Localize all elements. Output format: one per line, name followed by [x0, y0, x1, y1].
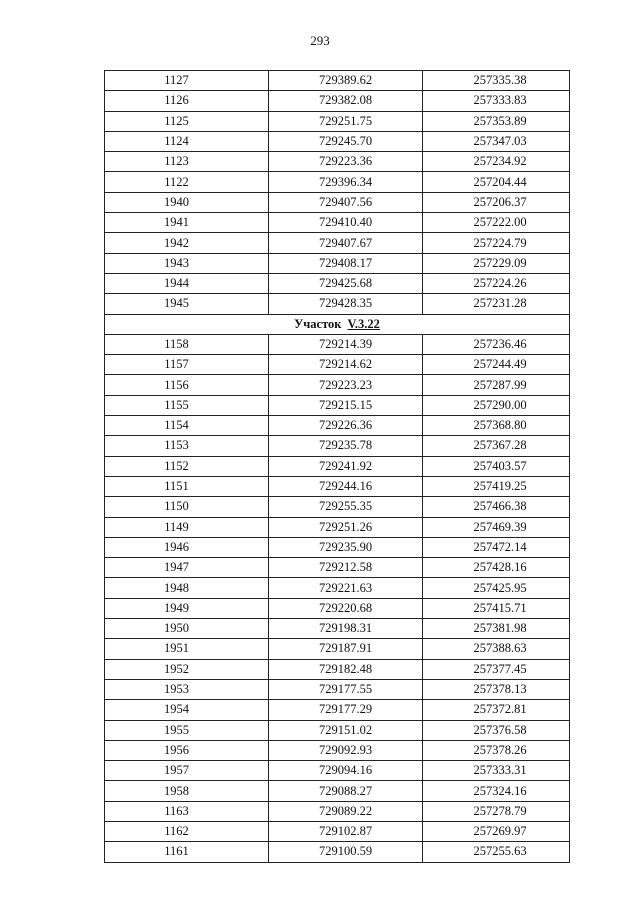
point-number-cell — [105, 172, 269, 192]
section-row — [105, 314, 570, 334]
coordinate-y: 257224.79 — [473, 235, 527, 250]
point-number: 1958 — [164, 783, 189, 798]
table-row — [105, 720, 570, 740]
table-row — [105, 416, 570, 436]
point-number-cell — [105, 273, 269, 293]
coordinate-y-cell — [423, 213, 570, 233]
table-row — [105, 192, 570, 212]
page-number: 293 — [310, 33, 330, 48]
table-row — [105, 679, 570, 699]
point-number: 1948 — [164, 580, 189, 595]
coordinate-y-cell — [423, 172, 570, 192]
coordinate-y-cell — [423, 456, 570, 476]
coordinate-y-cell — [423, 497, 570, 517]
table-row — [105, 213, 570, 233]
coordinate-x: 729151.02 — [318, 722, 373, 737]
coordinate-y-cell — [423, 253, 570, 273]
coordinate-y-cell — [423, 436, 570, 456]
point-number-cell — [105, 700, 269, 720]
point-number: 1952 — [164, 661, 189, 676]
point-number-cell — [105, 679, 269, 699]
coordinate-y: 257372.81 — [473, 702, 527, 717]
coordinate-x-cell — [269, 598, 423, 618]
point-number-cell — [105, 355, 269, 375]
point-number: 1954 — [164, 702, 189, 717]
point-number: 1949 — [164, 600, 189, 615]
point-number-cell — [105, 334, 269, 354]
coordinate-x: 729221.63 — [318, 580, 373, 595]
coordinate-y: 257381.98 — [473, 621, 527, 636]
point-number-cell — [105, 395, 269, 415]
coordinate-y-cell — [423, 71, 570, 91]
coordinate-y-cell — [423, 537, 570, 557]
coordinate-x: 729428.35 — [318, 296, 373, 311]
coordinate-y: 257333.31 — [473, 763, 527, 778]
point-number-cell — [105, 598, 269, 618]
coordinate-x-cell — [269, 761, 423, 781]
coordinate-y: 257419.25 — [473, 479, 527, 494]
coordinate-x: 729177.29 — [318, 702, 373, 717]
table-row — [105, 395, 570, 415]
coordinate-y: 257222.00 — [473, 215, 527, 230]
point-number: 1149 — [164, 519, 189, 534]
table-row — [105, 131, 570, 151]
table-row — [105, 619, 570, 639]
point-number-cell — [105, 659, 269, 679]
coordinate-y: 257229.09 — [473, 255, 527, 270]
coordinate-y: 257377.45 — [473, 661, 527, 676]
coordinate-table-body-part2 — [105, 334, 570, 862]
point-number: 1123 — [164, 154, 189, 169]
coordinate-x: 729235.90 — [318, 539, 373, 554]
coordinate-x-cell — [269, 131, 423, 151]
coordinate-y: 257224.26 — [473, 276, 527, 291]
table-row — [105, 273, 570, 293]
coordinate-y-cell — [423, 821, 570, 841]
coordinate-x: 729187.91 — [318, 641, 373, 656]
coordinate-y: 257378.26 — [473, 742, 527, 757]
table-row — [105, 375, 570, 395]
point-number: 1125 — [164, 113, 189, 128]
coordinate-x: 729235.78 — [318, 438, 373, 453]
coordinate-y-cell — [423, 334, 570, 354]
point-number-cell — [105, 253, 269, 273]
coordinate-y-cell — [423, 842, 570, 862]
table-row — [105, 456, 570, 476]
point-number: 1162 — [164, 824, 189, 839]
coordinate-x: 729214.39 — [318, 337, 373, 351]
table-row — [105, 152, 570, 172]
point-number-cell — [105, 131, 269, 151]
coordinate-y: 257287.99 — [473, 377, 527, 392]
point-number: 1122 — [164, 174, 189, 189]
point-number: 1957 — [164, 763, 189, 778]
coordinate-x: 729220.68 — [318, 600, 373, 615]
coordinate-y: 257469.39 — [473, 519, 527, 534]
coordinate-y: 257347.03 — [473, 134, 527, 149]
point-number-cell — [105, 416, 269, 436]
table-row — [105, 497, 570, 517]
table-row — [105, 517, 570, 537]
coordinate-x-cell — [269, 233, 423, 253]
point-number-cell — [105, 476, 269, 496]
coordinate-x: 729410.40 — [318, 215, 373, 230]
coordinate-y: 257466.38 — [473, 499, 527, 514]
coordinate-y-cell — [423, 720, 570, 740]
point-number-cell — [105, 720, 269, 740]
table-row — [105, 476, 570, 496]
table-row — [105, 233, 570, 253]
coordinate-y-cell — [423, 639, 570, 659]
coordinate-y: 257290.00 — [473, 397, 527, 412]
table-row — [105, 294, 570, 314]
coordinate-y-cell — [423, 517, 570, 537]
point-number: 1127 — [164, 73, 189, 88]
coordinate-y-cell — [423, 679, 570, 699]
point-number: 1157 — [164, 357, 189, 372]
coordinate-x: 729407.67 — [318, 235, 373, 250]
table-row — [105, 639, 570, 659]
coordinate-y: 257231.28 — [473, 296, 527, 311]
point-number-cell — [105, 740, 269, 760]
coordinate-y-cell — [423, 598, 570, 618]
table-row — [105, 91, 570, 111]
table-row — [105, 842, 570, 862]
coordinate-y: 257255.63 — [473, 844, 527, 859]
point-number-cell — [105, 801, 269, 821]
coordinate-x-cell — [269, 740, 423, 760]
coordinate-x: 729251.75 — [318, 113, 373, 128]
coordinate-y: 257368.80 — [473, 418, 527, 433]
point-number: 1163 — [164, 803, 189, 818]
coordinate-x: 729182.48 — [318, 661, 373, 676]
coordinate-x-cell — [269, 578, 423, 598]
point-number-cell — [105, 537, 269, 557]
point-number: 1955 — [164, 722, 189, 737]
coordinate-x: 729382.08 — [318, 93, 373, 108]
coordinate-x: 729092.93 — [318, 742, 373, 757]
coordinate-y: 257376.58 — [473, 722, 527, 737]
coordinate-x-cell — [269, 91, 423, 111]
coordinate-y: 257353.89 — [473, 113, 527, 128]
point-number: 1945 — [164, 296, 189, 311]
coordinate-x: 729094.16 — [318, 763, 373, 778]
point-number-cell — [105, 192, 269, 212]
coordinate-x-cell — [269, 700, 423, 720]
point-number-cell — [105, 91, 269, 111]
coordinate-x: 729177.55 — [318, 682, 373, 697]
coordinate-x: 729244.16 — [318, 479, 373, 494]
table-row — [105, 578, 570, 598]
coordinate-y-cell — [423, 761, 570, 781]
coordinate-x: 729214.62 — [318, 357, 373, 372]
coordinate-table — [104, 70, 570, 863]
coordinate-y-cell — [423, 558, 570, 578]
coordinate-x: 729223.36 — [318, 154, 373, 169]
coordinate-y-cell — [423, 294, 570, 314]
table-row — [105, 821, 570, 841]
coordinate-x-cell — [269, 192, 423, 212]
point-number: 1155 — [164, 397, 189, 412]
point-number: 1940 — [164, 194, 189, 209]
coordinate-y: 257403.57 — [473, 458, 527, 473]
table-row — [105, 761, 570, 781]
table-row — [105, 598, 570, 618]
coordinate-x-cell — [269, 842, 423, 862]
point-number-cell — [105, 436, 269, 456]
coordinate-x-cell — [269, 801, 423, 821]
point-number-cell — [105, 578, 269, 598]
point-number-cell — [105, 497, 269, 517]
coordinate-x-cell — [269, 152, 423, 172]
coordinate-x: 729215.15 — [318, 397, 373, 412]
point-number-cell — [105, 558, 269, 578]
coordinate-y: 257388.63 — [473, 641, 527, 656]
coordinate-x: 729251.26 — [318, 519, 373, 534]
coordinate-x: 729255.35 — [318, 499, 373, 514]
point-number-cell — [105, 761, 269, 781]
coordinate-x: 729212.58 — [318, 560, 373, 575]
coordinate-x-cell — [269, 558, 423, 578]
section-label: Участок — [294, 316, 342, 331]
coordinate-y-cell — [423, 91, 570, 111]
point-number: 1941 — [164, 215, 189, 230]
point-number-cell — [105, 842, 269, 862]
section-code: V.3.22 — [347, 316, 380, 331]
point-number: 1124 — [164, 134, 189, 149]
coordinate-x: 729245.70 — [318, 134, 373, 149]
coordinate-y-cell — [423, 192, 570, 212]
coordinate-y: 257335.38 — [473, 73, 527, 88]
coordinate-x-cell — [269, 639, 423, 659]
coordinate-x-cell — [269, 273, 423, 293]
coordinate-y-cell — [423, 355, 570, 375]
coordinate-x-cell — [269, 679, 423, 699]
coordinate-x-cell — [269, 111, 423, 131]
point-number-cell — [105, 152, 269, 172]
point-number-cell — [105, 111, 269, 131]
point-number-cell — [105, 456, 269, 476]
coordinate-y-cell — [423, 781, 570, 801]
coordinate-x-cell — [269, 172, 423, 192]
point-number-cell — [105, 294, 269, 314]
coordinate-x: 729088.27 — [318, 783, 373, 798]
point-number: 1152 — [164, 458, 189, 473]
point-number: 1161 — [164, 844, 189, 859]
point-number: 1947 — [164, 560, 189, 575]
coordinate-x: 729389.62 — [318, 73, 373, 88]
coordinate-y-cell — [423, 152, 570, 172]
coordinate-y: 257206.37 — [473, 194, 527, 209]
coordinate-x: 729089.22 — [318, 803, 373, 818]
coordinate-y: 257236.46 — [473, 337, 527, 351]
coordinate-y: 257204.44 — [473, 174, 527, 189]
coordinate-x: 729425.68 — [318, 276, 373, 291]
table-row — [105, 700, 570, 720]
coordinate-table-body-part1 — [105, 71, 570, 315]
coordinate-y: 257415.71 — [473, 600, 527, 615]
coordinate-x-cell — [269, 720, 423, 740]
point-number: 1126 — [164, 93, 189, 108]
point-number: 1156 — [164, 377, 189, 392]
coordinate-x-cell — [269, 253, 423, 273]
table-row — [105, 172, 570, 192]
point-number: 1942 — [164, 235, 189, 250]
coordinate-x-cell — [269, 294, 423, 314]
point-number: 1158 — [164, 337, 189, 351]
coordinate-y-cell — [423, 131, 570, 151]
coordinate-y-cell — [423, 395, 570, 415]
coordinate-x-cell — [269, 517, 423, 537]
point-number-cell — [105, 517, 269, 537]
coordinate-x-cell — [269, 416, 423, 436]
table-row — [105, 537, 570, 557]
section-header — [105, 314, 570, 334]
coordinate-y-cell — [423, 578, 570, 598]
coordinate-y-cell — [423, 740, 570, 760]
coordinate-x-cell — [269, 821, 423, 841]
table-row — [105, 111, 570, 131]
point-number-cell — [105, 213, 269, 233]
coordinate-x: 729241.92 — [318, 458, 373, 473]
table-row — [105, 253, 570, 273]
table-row — [105, 659, 570, 679]
coordinate-x: 729223.23 — [318, 377, 373, 392]
table-row — [105, 781, 570, 801]
coordinate-x-cell — [269, 659, 423, 679]
coordinate-y-cell — [423, 619, 570, 639]
table-row — [105, 355, 570, 375]
point-number-cell — [105, 375, 269, 395]
table-row — [105, 436, 570, 456]
coordinate-x-cell — [269, 375, 423, 395]
coordinate-x-cell — [269, 334, 423, 354]
coordinate-y: 257278.79 — [473, 803, 527, 818]
point-number: 1154 — [164, 418, 189, 433]
point-number: 1943 — [164, 255, 189, 270]
coordinate-y: 257367.28 — [473, 438, 527, 453]
point-number-cell — [105, 639, 269, 659]
coordinate-y-cell — [423, 659, 570, 679]
table-row — [105, 71, 570, 91]
point-number: 1150 — [164, 499, 189, 514]
coordinate-y: 257333.83 — [473, 93, 527, 108]
section-cell — [105, 314, 570, 334]
point-number: 1944 — [164, 276, 189, 291]
table-row — [105, 558, 570, 578]
coordinate-x: 729407.56 — [318, 194, 373, 209]
coordinate-y-cell — [423, 801, 570, 821]
coordinate-x-cell — [269, 71, 423, 91]
coordinate-y: 257428.16 — [473, 560, 527, 575]
coordinate-x-cell — [269, 537, 423, 557]
coordinate-y-cell — [423, 476, 570, 496]
coordinate-x: 729396.34 — [318, 174, 373, 189]
coordinate-x-cell — [269, 476, 423, 496]
coordinate-y-cell — [423, 375, 570, 395]
coordinate-y: 257234.92 — [473, 154, 527, 169]
table-row — [105, 740, 570, 760]
point-number-cell — [105, 821, 269, 841]
coordinate-y: 257269.97 — [473, 824, 527, 839]
coordinate-x-cell — [269, 497, 423, 517]
coordinate-y-cell — [423, 111, 570, 131]
coordinate-y: 257425.95 — [473, 580, 527, 595]
coordinate-x: 729198.31 — [318, 621, 373, 636]
coordinate-y: 257324.16 — [473, 783, 527, 798]
point-number-cell — [105, 71, 269, 91]
coordinate-x-cell — [269, 456, 423, 476]
point-number: 1950 — [164, 621, 189, 636]
coordinate-x: 729100.59 — [318, 844, 373, 859]
coordinate-y: 257244.49 — [473, 357, 527, 372]
point-number-cell — [105, 233, 269, 253]
coordinate-x-cell — [269, 619, 423, 639]
point-number: 1956 — [164, 742, 189, 757]
coordinate-y-cell — [423, 416, 570, 436]
coordinate-x-cell — [269, 355, 423, 375]
table-row — [105, 801, 570, 821]
point-number: 1151 — [164, 479, 189, 494]
coordinate-x: 729226.36 — [318, 418, 373, 433]
point-number-cell — [105, 781, 269, 801]
coordinate-y: 257472.14 — [473, 539, 527, 554]
coordinate-y-cell — [423, 700, 570, 720]
coordinate-y-cell — [423, 233, 570, 253]
coordinate-y: 257378.13 — [473, 682, 527, 697]
point-number: 1953 — [164, 682, 189, 697]
point-number: 1153 — [164, 438, 189, 453]
point-number-cell — [105, 619, 269, 639]
table-row — [105, 334, 570, 354]
coordinate-y-cell — [423, 273, 570, 293]
point-number: 1946 — [164, 539, 189, 554]
coordinate-x: 729408.17 — [318, 255, 373, 270]
point-number: 1951 — [164, 641, 189, 656]
coordinate-x-cell — [269, 213, 423, 233]
coordinate-x: 729102.87 — [318, 824, 373, 839]
coordinate-x-cell — [269, 395, 423, 415]
coordinate-x-cell — [269, 781, 423, 801]
coordinate-x-cell — [269, 436, 423, 456]
